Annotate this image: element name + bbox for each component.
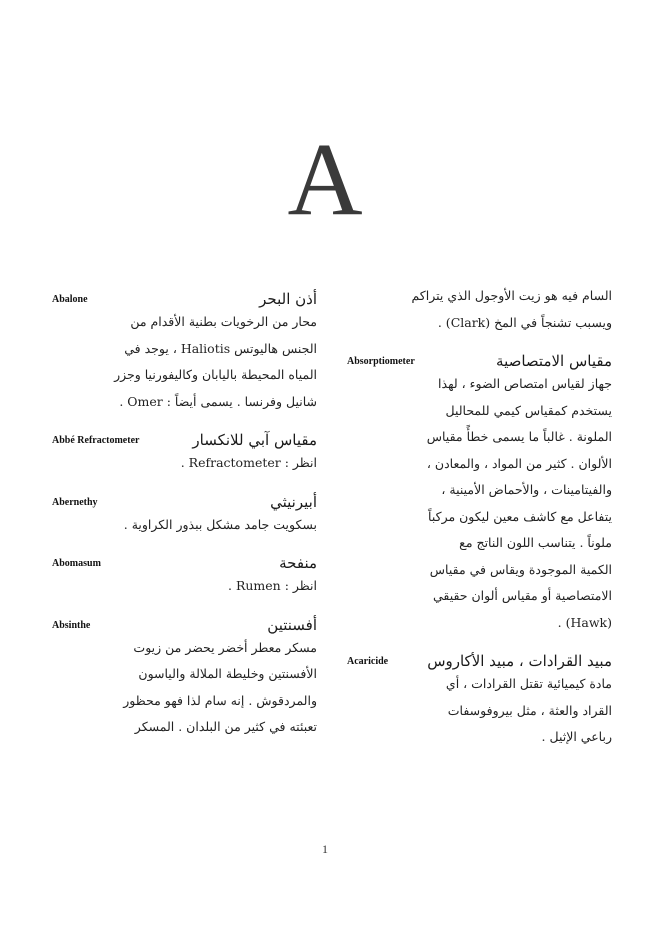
entry-term: Abbé Refractometer — [52, 435, 140, 446]
entry-text-line: والفيتامينات ، والأحماض الأمينية ، — [441, 482, 612, 497]
entry-text-line: الكمية الموجودة ويقاس في مقياس — [429, 561, 612, 577]
entry-arabic-title: أفسنتين — [267, 615, 317, 634]
entry-text-line: الملونة . غالباً ما يسمى خطأً مقياس — [426, 429, 612, 444]
entry-absorptiometer — [347, 345, 612, 636]
entry-abalone — [52, 283, 317, 415]
left-column — [52, 283, 317, 750]
entry-text-line: السام فيه هو زيت الأوجول الذي يتراكم — [411, 288, 612, 303]
entry-abomasum — [52, 547, 317, 600]
entry-text-line: الأفسنتين وخليطة الملالة والياسون — [138, 666, 317, 681]
entry-term: Abernethy — [52, 496, 98, 508]
entry-arabic-title: مقياس الامتصاصية — [496, 352, 612, 370]
entry-text-line: والمردقوش . إنه سام لذا فهو محظور — [123, 692, 317, 708]
entry-text-line: انظر : Refractometer . — [180, 455, 317, 470]
entry-absinthe — [52, 609, 317, 741]
entry-text-line: رباعي الإثيل . — [541, 729, 612, 744]
entry-abernethy — [52, 486, 317, 539]
entry-acaricide — [347, 645, 612, 751]
page-number: 1 — [322, 842, 328, 856]
entry-abbe-refractometer — [52, 424, 317, 477]
entry-term: Absorptiometer — [347, 356, 415, 367]
entry-text-line: يتفاعل مع كاشف معين ليكون مركباً — [428, 508, 612, 524]
entry-text-line: مادة كيميائية تقتل القرادات ، أي — [445, 676, 612, 691]
entry-arabic-title: مقياس آبي للانكسار — [192, 431, 317, 449]
entry-text-line: الجنس هاليوتس Haliotis ، يوجد في — [124, 340, 317, 356]
entry-text-line: شانيل وفرنسا . يسمى أيضاً : Omer . — [119, 393, 317, 409]
entry-arabic-title: منفحة — [279, 554, 317, 572]
entry-term: Abomasum — [52, 558, 101, 569]
entry-text-line: ملوناً . يتناسب اللون الناتج مع — [459, 535, 612, 550]
entry-text-line: الامتصاصية أو مقياس ألوان حقيقي — [432, 588, 612, 603]
entry-text-line: الألوان . كثير من المواد ، والمعادن ، — [426, 455, 612, 471]
entry-term: Acaricide — [347, 656, 389, 667]
entry-text-line: القراد والعثة ، مثل بيروفوسفات — [447, 702, 612, 718]
entry-term: Absinthe — [52, 619, 91, 631]
entry-continuation — [347, 283, 612, 336]
entry-arabic-title: أذن البحر — [259, 290, 317, 308]
entry-text-line: بسكويت جامد مشكل ببذور الكراوية . — [123, 516, 317, 532]
right-column — [347, 283, 612, 760]
entry-text-line: جهاز لقياس امتصاص الضوء ، لهذا — [438, 376, 612, 391]
entry-arabic-title: مبيد القرادات ، مبيد الأكاروس — [427, 652, 612, 670]
entry-term: Abalone — [52, 294, 88, 305]
entry-text-line: تعبئته في كثير من البلدان . المسكر — [134, 719, 317, 734]
entry-text-line: (Hawk) . — [557, 614, 612, 630]
entry-text-line: يستخدم كمقياس كيمي للمحاليل — [445, 402, 612, 418]
entry-text-line: محار من الرخويات بطنية الأقدام من — [130, 314, 317, 329]
entry-text-line: مسكر معطر أخضر يحضر من زيوت — [133, 639, 317, 655]
section-letter: A — [287, 122, 363, 237]
entry-arabic-title: أبيرنيثي — [270, 492, 317, 511]
entry-text-line: المياه المحيطة باليابان وكاليفورنيا وجزر — [114, 367, 317, 382]
entry-text-line: ويسبب تشنجاً في المخ (Clark) . — [437, 314, 612, 330]
entry-text-line: انظر : Rumen . — [228, 578, 317, 593]
